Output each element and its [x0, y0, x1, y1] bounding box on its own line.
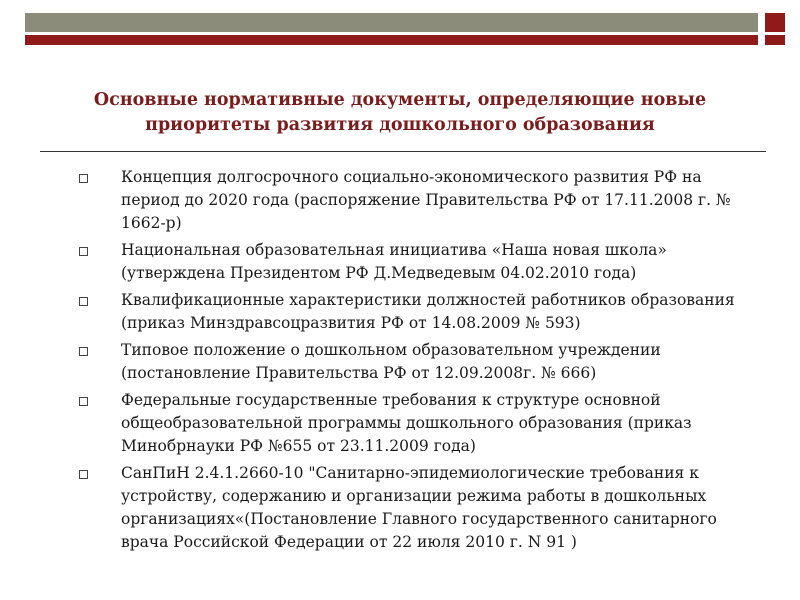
list-item-text: Концепция долгосрочного социально-экономического развития РФ на период до 2020 года (распоряжение Правительства РФ от 17.11.2008 г. № 1662-р) — [121, 168, 731, 232]
square-bullet-icon — [79, 174, 88, 183]
header-red-square-small — [765, 35, 785, 45]
document-list — [75, 166, 755, 558]
list-item — [75, 462, 755, 554]
list-item-text: Федеральные государственные требования к структуре основной общеобразовательной программы дошкольного образования (приказ Минобрнауки РФ №655 от 23.11.2009 года) — [121, 391, 692, 455]
header-red-square — [765, 13, 785, 32]
header-gray-band — [25, 13, 758, 32]
list-item — [75, 289, 755, 335]
list-item-text: Национальная образовательная инициатива «Наша новая школа» (утверждена Президентом РФ Д.Медведевым 04.02.2010 года) — [121, 241, 667, 282]
square-bullet-icon — [79, 297, 88, 306]
slide-title: Основные нормативные документы, определяющие новые приоритеты развития дошкольного образования — [93, 90, 707, 135]
list-item — [75, 166, 755, 235]
list-item — [75, 389, 755, 458]
square-bullet-icon — [79, 397, 88, 406]
list-item — [75, 239, 755, 285]
list-item-text: СанПиН 2.4.1.2660-10 "Санитарно-эпидемиологические требования к устройству, содержанию и организации режима работы в дошкольных организациях«(Постановление Главного государственного санитарного врача Российской Федерации от 22 июля 2010 г. N 91 ) — [121, 464, 717, 551]
list-item-text: Типовое положение о дошкольном образовательном учреждении (постановление Правительства РФ от 12.09.2008г. № 666) — [121, 341, 661, 382]
list-item-text: Квалификационные характеристики должностей работников образования (приказ Минздравсоцразвития РФ от 14.08.2009 № 593) — [121, 291, 735, 332]
square-bullet-icon — [79, 470, 88, 479]
list-item — [75, 339, 755, 385]
square-bullet-icon — [79, 247, 88, 256]
header-red-band — [25, 35, 758, 45]
square-bullet-icon — [79, 347, 88, 356]
title-divider — [40, 151, 766, 152]
